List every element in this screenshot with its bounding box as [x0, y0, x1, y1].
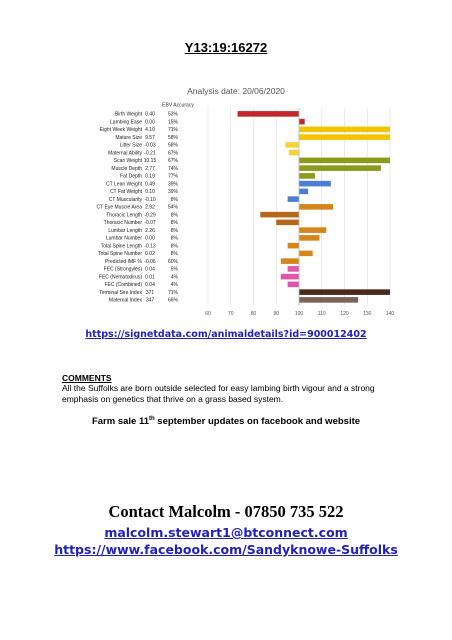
row-accuracy: 71% [167, 127, 178, 134]
row-accuracy: 58% [167, 142, 178, 149]
document-title: Y13:19:16272 [184, 40, 268, 55]
row-accuracy: 66% [167, 297, 178, 304]
row-label: FEC (Nematodirus) [98, 274, 142, 281]
ebv-bar [288, 282, 299, 288]
row-label: Birth Weight [114, 111, 142, 118]
row-label: CT Muscularity [108, 196, 142, 203]
row-accuracy: 54% [167, 204, 178, 211]
row-accuracy: 39% [167, 189, 178, 196]
row-accuracy: 58% [167, 134, 178, 141]
row-label: CT Eye Muscle Area [96, 204, 142, 211]
x-tick-label: 60 [205, 310, 211, 317]
comments-text: All the Suffolks are born outside selected for easy lambing birth vigour and a strong emphasis on genetics that thrive on a grass based system. [62, 383, 375, 404]
row-accuracy: 67% [167, 158, 178, 165]
row-accuracy: 67% [167, 150, 178, 157]
row-accuracy: 15% [167, 119, 178, 126]
ebv-bar [299, 173, 315, 179]
farm-sale-prefix: Farm sale 11 [91, 416, 149, 427]
ebv-bar [299, 134, 390, 140]
row-label: Muscle Depth [111, 165, 142, 172]
row-accuracy: 8% [170, 227, 178, 234]
column-header: EBV Accuracy [162, 102, 194, 109]
row-label: Maternal Ability [108, 150, 142, 157]
row-label: Fat Depth [120, 173, 142, 180]
row-accuracy: 8% [170, 251, 178, 258]
facebook-link[interactable]: https://www.facebook.com/Sandyknowe-Suffolks [54, 542, 398, 557]
row-accuracy: 4% [170, 282, 178, 289]
row-label: CT Fat Weight [109, 189, 142, 196]
row-accuracy: 8% [170, 196, 178, 203]
row-ebv: 0.19 [145, 173, 155, 180]
ebv-bar [299, 235, 319, 241]
ebv-bar [285, 142, 299, 148]
row-accuracy: 4% [170, 274, 178, 281]
row-ebv: -0.10 [144, 196, 156, 203]
ebv-bar [281, 274, 299, 280]
x-tick-label: 130 [363, 310, 372, 317]
farm-sale-sup: th [149, 415, 155, 422]
row-accuracy: 8% [170, 243, 178, 250]
row-label: Total Spine Length [100, 243, 142, 250]
ebv-bar [299, 227, 326, 233]
row-ebv: 347 [145, 297, 155, 304]
ebv-bar [276, 220, 299, 226]
ebv-bar [289, 150, 299, 156]
row-ebv: -0.06 [144, 258, 156, 265]
row-ebv: -0.21 [144, 150, 156, 157]
ebv-chart [70, 82, 402, 322]
row-ebv: 4.10 [145, 127, 155, 134]
ebv-bar [238, 111, 299, 117]
ebv-chart-svg [70, 82, 402, 322]
row-ebv: -0.03 [144, 142, 156, 149]
comments-heading: COMMENTS [62, 373, 112, 383]
row-label: Lambing Ease [110, 119, 142, 126]
contact-line: Contact Malcolm - 07850 735 522 [108, 502, 344, 521]
x-tick-label: 120 [340, 310, 349, 317]
x-tick-label: 90 [273, 310, 280, 317]
row-ebv: 2.26 [145, 227, 155, 234]
row-ebv: 0.40 [145, 111, 155, 118]
row-ebv: 0.49 [145, 181, 155, 188]
row-label: Lumbar Number [105, 235, 142, 242]
row-label: Thoracic Number [103, 220, 142, 227]
farm-sale-notice [0, 416, 452, 427]
ebv-bar [299, 189, 308, 195]
row-ebv: 0.01 [145, 274, 155, 281]
row-ebv: 10.15 [143, 158, 157, 165]
row-label: Eight Week Weight [99, 127, 142, 134]
row-label: Predicted IMF % [105, 258, 142, 265]
row-label: Terminal Sire Index [99, 289, 142, 296]
row-accuracy: 74% [167, 165, 178, 172]
row-ebv: -0.29 [144, 212, 156, 219]
ebv-bar [299, 289, 390, 295]
row-label: Litter Size [119, 142, 142, 149]
row-ebv: 0.10 [145, 189, 155, 196]
x-tick-label: 110 [317, 310, 326, 317]
ebv-bar [299, 158, 390, 164]
ebv-bar [299, 119, 305, 125]
ebv-bar [299, 251, 313, 257]
farm-sale-suffix: september updates on facebook and website [154, 416, 361, 427]
row-ebv: 9.57 [145, 134, 155, 141]
row-ebv: 0.04 [145, 282, 155, 289]
row-accuracy: 8% [170, 212, 178, 219]
row-label: Total Spine Number [98, 251, 142, 258]
row-ebv: 0.00 [145, 235, 155, 242]
email-link[interactable]: malcolm.stewart1@btconnect.com [104, 525, 348, 540]
row-ebv: -0.13 [144, 243, 156, 250]
row-label: Mature Size [115, 134, 142, 141]
row-label: Lumbar Length [108, 227, 142, 234]
row-ebv: 0.04 [145, 266, 155, 273]
row-accuracy: 60% [167, 258, 178, 265]
ebv-bar [299, 297, 358, 303]
row-accuracy: 39% [167, 181, 178, 188]
row-ebv: 2.92 [145, 204, 155, 211]
row-accuracy: 8% [170, 235, 178, 242]
row-accuracy: 77% [167, 173, 178, 180]
ebv-bar [288, 266, 299, 272]
row-accuracy: 5% [170, 266, 178, 273]
row-ebv: 371 [145, 289, 155, 296]
ebv-bar [299, 204, 333, 210]
row-label: Scan Weight [113, 158, 142, 165]
ebv-bar [260, 212, 299, 218]
row-label: Thoracic Length [106, 212, 142, 219]
row-ebv: 0.00 [145, 119, 155, 126]
signet-link[interactable]: https://signetdata.com/animaldetails?id=900012402 [85, 329, 367, 340]
ebv-bar [288, 196, 299, 202]
row-label: CT Lean Weight [106, 181, 142, 188]
x-tick-label: 70 [227, 310, 234, 317]
row-label: Maternal Index [108, 297, 142, 304]
ebv-bar [299, 127, 390, 133]
x-tick-label: 80 [250, 310, 257, 317]
ebv-bar [299, 165, 381, 171]
ebv-bar [299, 181, 331, 187]
ebv-bar [281, 258, 299, 264]
row-ebv: 2.77 [145, 165, 155, 172]
x-tick-label: 140 [385, 310, 395, 317]
x-tick-label: 100 [294, 310, 304, 317]
row-accuracy: 8% [170, 220, 178, 227]
row-ebv: -0.07 [144, 220, 156, 227]
row-label: FEC (Strongyles) [103, 266, 142, 273]
row-accuracy: 71% [167, 289, 178, 296]
row-ebv: 0.02 [145, 251, 155, 258]
row-label: FEC (Combined) [104, 282, 142, 289]
row-accuracy: 53% [167, 111, 178, 118]
ebv-bar [288, 243, 299, 249]
chart-title: Analysis date: 20/06/2020 [187, 86, 285, 96]
